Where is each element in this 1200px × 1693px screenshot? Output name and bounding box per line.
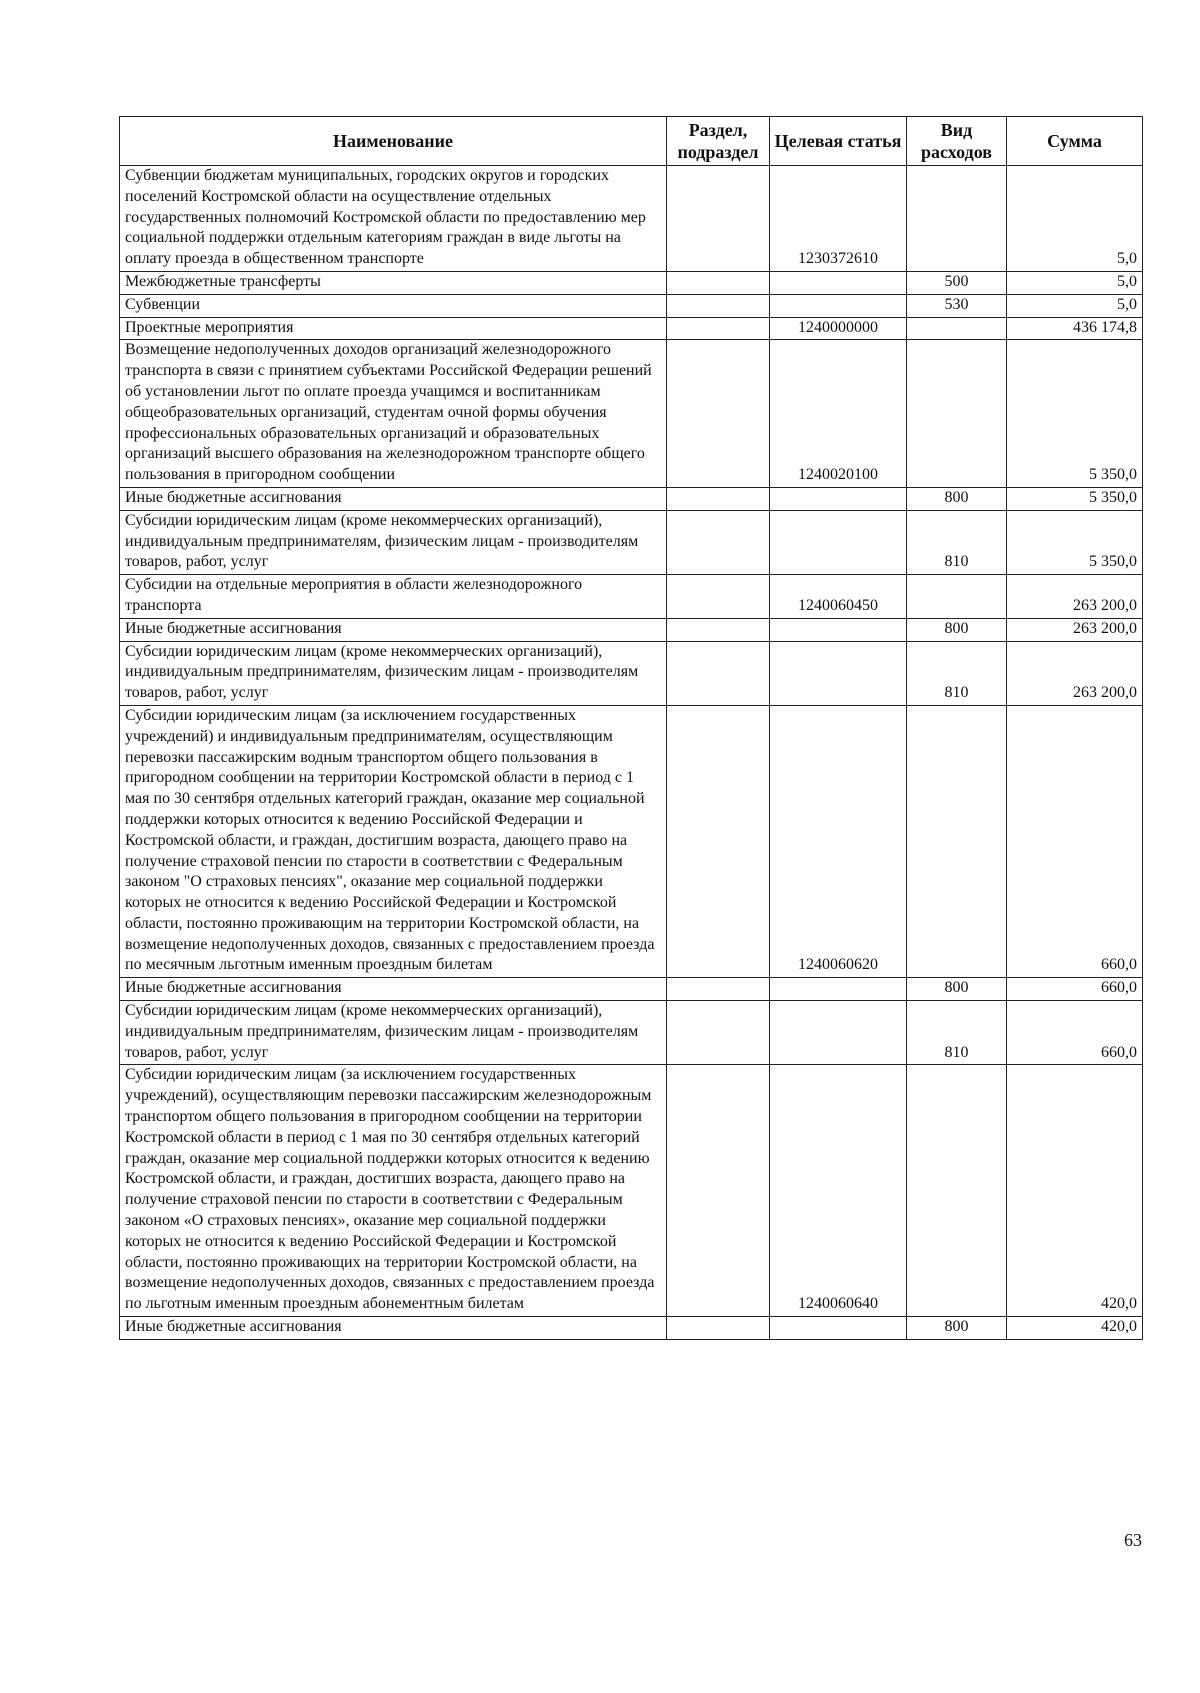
cell-type [907,340,1007,488]
cell-type [907,575,1007,619]
table-row [120,317,1143,340]
cell-name: Субсидии юридическим лицам (кроме некоммерческих организаций), индивидуальным предпринимателям, физическим лицам - производителям товаров, работ, услуг [120,510,667,574]
cell-sum: 660,0 [1007,705,1143,977]
cell-section [667,705,770,977]
cell-section [667,510,770,574]
table-row [120,978,1143,1001]
cell-name: Иные бюджетные ассигнования [120,487,667,510]
header-sum: Сумма [1007,117,1143,166]
cell-sum: 660,0 [1007,978,1143,1001]
table-row [120,575,1143,619]
cell-section [667,166,770,272]
cell-sum: 5,0 [1007,294,1143,317]
cell-name: Субсидии юридическим лицам (кроме некоммерческих организаций), индивидуальным предпринимателям, физическим лицам - производителям товаров, работ, услуг [120,641,667,705]
cell-sum: 436 174,8 [1007,317,1143,340]
cell-type: 530 [907,294,1007,317]
table-row [120,641,1143,705]
cell-sum: 5 350,0 [1007,510,1143,574]
cell-name: Субсидии юридическим лицам (за исключением государственных учреждений), осуществляющим перевозки пассажирским железнодорожным транспортом общего пользования в пригородном сообщении на территории Костромской области в период с 1 мая по 30 сентября отдельных категорий граждан, оказание мер социальной поддержки которых относится к ведению Костромской области, и граждан, достигших возраста, дающего право на получение страховой пенсии по старости в соответствии с Федеральным законом «О страховых пенсиях», оказание мер социальной поддержки которых не относится к ведению Российской Федерации и Костромской области, постоянно проживающих на территории Костромской области, на возмещение недополученных доходов, связанных с предоставлением проезда по льготным именным проездным абонементным билетам [120,1065,667,1317]
cell-sum: 660,0 [1007,1001,1143,1065]
header-target: Целевая статья [770,117,907,166]
cell-name: Иные бюджетные ассигнования [120,978,667,1001]
cell-target: 1240060620 [770,705,907,977]
cell-section [667,294,770,317]
cell-section [667,641,770,705]
cell-section [667,1317,770,1340]
cell-section [667,1001,770,1065]
cell-type: 800 [907,618,1007,641]
cell-sum: 5,0 [1007,166,1143,272]
table-row [120,510,1143,574]
cell-target: 1240060450 [770,575,907,619]
table-row [120,618,1143,641]
cell-section [667,618,770,641]
cell-target [770,978,907,1001]
header-type: Вид расходов [907,117,1007,166]
cell-sum: 263 200,0 [1007,641,1143,705]
cell-sum: 5,0 [1007,271,1143,294]
cell-name: Субсидии на отдельные мероприятия в области железнодорожного транспорта [120,575,667,619]
cell-type: 810 [907,510,1007,574]
cell-name: Межбюджетные трансферты [120,271,667,294]
cell-target [770,510,907,574]
cell-target [770,618,907,641]
cell-target: 1240000000 [770,317,907,340]
cell-section [667,317,770,340]
cell-name: Субвенции бюджетам муниципальных, городских округов и городских поселений Костромской области на осуществление отдельных государственных полномочий Костромской области по предоставлению мер социальной поддержки отдельным категориям граждан в виде льготы на оплату проезда в общественном транспорте [120,166,667,272]
table-body [120,166,1143,1340]
cell-sum: 263 200,0 [1007,575,1143,619]
cell-section [667,487,770,510]
cell-name: Иные бюджетные ассигнования [120,1317,667,1340]
header-section: Раздел, подраздел [667,117,770,166]
header-name: Наименование [120,117,667,166]
cell-section [667,575,770,619]
cell-section [667,340,770,488]
cell-type: 810 [907,1001,1007,1065]
table-row [120,166,1143,272]
cell-name: Возмещение недополученных доходов организаций железнодорожного транспорта в связи с принятием субъектами Российской Федерации решений об установлении льгот по оплате проезда учащимся и воспитанникам общеобразовательных организаций, студентам очной формы обучения профессиональных образовательных организаций и образовательных организаций высшего образования на железнодорожном транспорте общего пользования в пригородном сообщении [120,340,667,488]
cell-name: Проектные мероприятия [120,317,667,340]
table-row [120,294,1143,317]
table-row [120,271,1143,294]
cell-target [770,1317,907,1340]
cell-target: 1230372610 [770,166,907,272]
cell-type [907,166,1007,272]
cell-target: 1240060640 [770,1065,907,1317]
cell-name: Субвенции [120,294,667,317]
cell-type: 800 [907,978,1007,1001]
cell-name: Иные бюджетные ассигнования [120,618,667,641]
cell-target [770,641,907,705]
table-row [120,487,1143,510]
cell-target [770,1001,907,1065]
cell-sum: 420,0 [1007,1317,1143,1340]
cell-type: 500 [907,271,1007,294]
header-row [120,117,1143,166]
table-row [120,1317,1143,1340]
table-row [120,340,1143,488]
cell-section [667,1065,770,1317]
cell-type: 800 [907,487,1007,510]
cell-target [770,271,907,294]
page-number: 63 [1124,1530,1142,1550]
cell-section [667,271,770,294]
cell-sum: 5 350,0 [1007,487,1143,510]
cell-section [667,978,770,1001]
table-row [120,1001,1143,1065]
cell-name: Субсидии юридическим лицам (кроме некоммерческих организаций), индивидуальным предпринимателям, физическим лицам - производителям товаров, работ, услуг [120,1001,667,1065]
table-row [120,705,1143,977]
cell-sum: 420,0 [1007,1065,1143,1317]
cell-target: 1240020100 [770,340,907,488]
cell-name: Субсидии юридическим лицам (за исключением государственных учреждений) и индивидуальным предпринимателям, осуществляющим перевозки пассажирским водным транспортом общего пользования в пригородном сообщении на территории Костромской области в период с 1 мая по 30 сентября отдельных категорий граждан, оказание мер социальной поддержки которых относится к ведению Российской Федерации и Костромской области, и граждан, достигшим возраста, дающего право на получение страховой пенсии по старости в соответствии с Федеральным законом "О страховых пенсиях", оказание мер социальной поддержки которых не относится к ведению Российской Федерации и Костромской области, постоянно проживающим на территории Костромской области, на возмещение недополученных доходов, связанных с предоставлением проезда по месячным льготным именным проездным билетам [120,705,667,977]
cell-sum: 263 200,0 [1007,618,1143,641]
cell-target [770,294,907,317]
cell-target [770,487,907,510]
cell-type: 810 [907,641,1007,705]
cell-type: 800 [907,1317,1007,1340]
table-row [120,1065,1143,1317]
cell-sum: 5 350,0 [1007,340,1143,488]
cell-type [907,705,1007,977]
budget-table [119,116,1143,1340]
cell-type [907,1065,1007,1317]
cell-type [907,317,1007,340]
